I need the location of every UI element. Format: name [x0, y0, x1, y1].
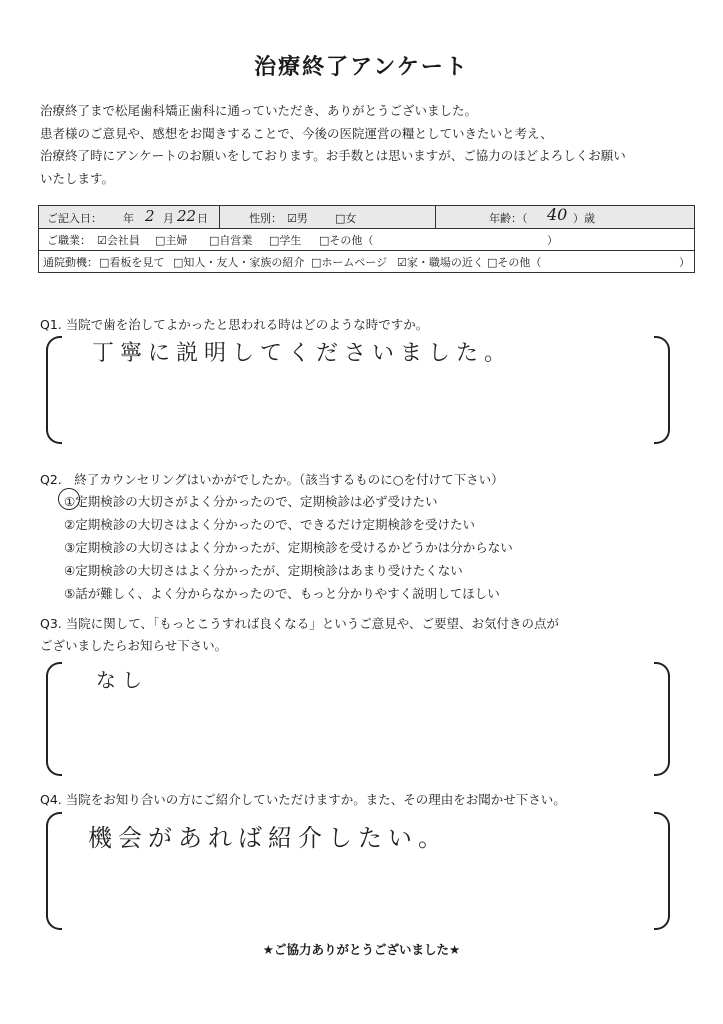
- q2-option[interactable]: ③定期検診の大切さはよく分かったが、定期検診を受けるかどうかは分からない: [64, 540, 513, 555]
- divider: [219, 206, 220, 228]
- intro-line: 治療終了時にアンケートのお願いをしております。お手数とは思いますが、ご協力のほどよろしくお願い: [40, 148, 626, 163]
- info-row-occupation: [39, 228, 694, 251]
- occupation-close: ）: [547, 234, 558, 247]
- occupation-option[interactable]: □自営業: [209, 234, 253, 247]
- month-label: 月: [163, 212, 174, 225]
- q1-question: Q1. 当院で歯を治してよかったと思われる時はどのような時ですか。: [40, 317, 429, 332]
- q2-option[interactable]: ①定期検診の大切さがよく分かったので、定期検診は必ず受けたい: [64, 494, 438, 509]
- q3-question-line2: ございましたらお知らせ下さい。: [40, 638, 228, 653]
- reason-option[interactable]: □その他（: [487, 256, 542, 269]
- intro-text: [40, 100, 690, 190]
- q4-answer[interactable]: 機会があれば紹介したい。: [88, 824, 448, 852]
- q3-bracket-right: [654, 662, 670, 776]
- q3-bracket-left: [46, 662, 62, 776]
- day-value[interactable]: 22: [177, 207, 197, 225]
- reason-option[interactable]: ☑家・職場の近く: [397, 256, 484, 269]
- gender-male-checkbox[interactable]: ☑男: [287, 212, 308, 225]
- divider: [435, 206, 436, 228]
- age-label: 年齢：（: [489, 212, 528, 225]
- date-label: ご記入日：: [47, 212, 102, 225]
- reason-option[interactable]: □ホームページ: [311, 256, 388, 269]
- q2-option[interactable]: ⑤話が難しく、よく分からなかったので、もっと分かりやすく説明してほしい: [64, 586, 500, 601]
- q2-question: Q2. 終了カウンセリングはいかがでしたか。（該当するものに○を付けて下さい）: [40, 472, 504, 487]
- q3-question-line1: Q3. 当院に関して、「もっとこうすれば良くなる」というご意見や、ご要望、お気付きの点が: [40, 616, 559, 631]
- occupation-option[interactable]: □その他（: [319, 234, 374, 247]
- intro-line: 患者様のご意見や、感想をお聞きすることで、今後の医院運営の糧としていきたいと考え、: [40, 125, 553, 141]
- intro-line: いたします。: [40, 170, 115, 186]
- info-row-date: [39, 206, 694, 229]
- occupation-label: ご職業：: [47, 234, 91, 247]
- reason-close: ）: [679, 256, 690, 269]
- reason-option[interactable]: □知人・友人・家族の紹介: [173, 256, 305, 269]
- gender-female-checkbox[interactable]: □女: [335, 212, 357, 225]
- page-title: 治療終了アンケート: [254, 55, 469, 80]
- occupation-option[interactable]: ☑会社員: [97, 234, 140, 247]
- q3-answer[interactable]: なし: [96, 668, 148, 692]
- occupation-option[interactable]: □主婦: [155, 234, 188, 247]
- reason-label: 通院動機：: [43, 256, 98, 269]
- intro-line: 治療終了まで松尾歯科矯正歯科に通っていただき、ありがとうございました。: [40, 103, 478, 118]
- year-label: 年: [123, 212, 134, 225]
- age-value[interactable]: 40: [547, 205, 568, 224]
- q4-bracket-right: [654, 812, 670, 930]
- gender-label: 性別：: [249, 212, 282, 225]
- day-label: 日: [197, 212, 208, 225]
- q4-bracket-left: [46, 812, 62, 930]
- age-suffix: ）歳: [573, 212, 595, 225]
- q2-option[interactable]: ②定期検診の大切さはよく分かったので、できるだけ定期検診を受けたい: [64, 517, 475, 532]
- info-table: [38, 205, 695, 273]
- q1-answer[interactable]: 丁寧に説明してくださいました。: [92, 341, 513, 366]
- q1-bracket-left: [46, 336, 62, 444]
- reason-option[interactable]: □看板を見て: [99, 256, 165, 269]
- q4-question: Q4. 当院をお知り合いの方にご紹介していただけますか。また、その理由をお聞かせ下さい。: [40, 792, 566, 807]
- occupation-option[interactable]: □学生: [269, 234, 302, 247]
- info-row-reason: [39, 250, 694, 272]
- month-value[interactable]: 2: [145, 207, 155, 225]
- q1-bracket-right: [654, 336, 670, 444]
- footer-thanks: ★ご協力ありがとうございました★: [262, 942, 461, 957]
- q2-option[interactable]: ④定期検診の大切さはよく分かったが、定期検診はあまり受けたくない: [64, 563, 463, 578]
